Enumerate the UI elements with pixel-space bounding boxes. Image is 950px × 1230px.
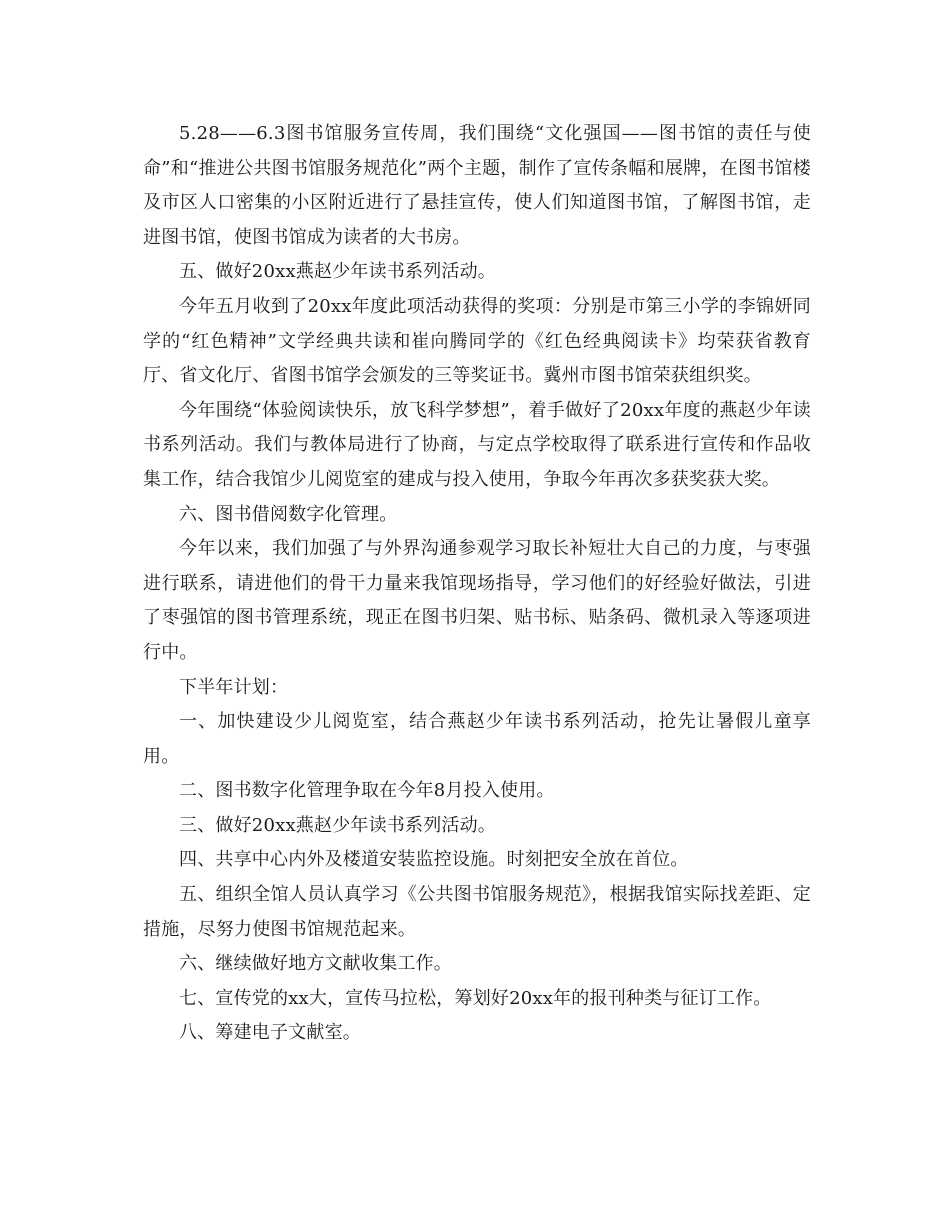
plan-item-6: 六、继续做好地方文献收集工作。 xyxy=(179,953,452,975)
plan-item-4: 四、共享中心内外及楼道安装监控设施。时刻把安全放在首位。 xyxy=(179,849,689,871)
plan-item-3: 三、做好20xx燕赵少年读书系列活动。 xyxy=(179,814,497,836)
paragraph-reading-activity: 今年围绕“体验阅读快乐，放飞科学梦想”，着手做好了20xx年度的燕赵少年读书系列活动。我们与教体局进行了协商，与定点学校取得了联系进行宣传和作品收集工作，结合我馆少儿阅览室的建成与投入使用，争取今年再次多获奖获大奖。 xyxy=(143,399,811,490)
paragraph-digital-management: 今年以来，我们加强了与外界沟通参观学习取长补短壮大自己的力度，与枣强进行联系，请进他们的骨干力量来我馆现场指导，学习他们的好经验好做法，引进了枣强馆的图书管理系统，现正在图书归架、贴书标、贴条码、微机录入等逐项进行中。 xyxy=(143,538,811,663)
plan-item-8: 八、筹建电子文献室。 xyxy=(179,1022,361,1044)
plan-item-5: 五、组织全馆人员认真学习《公共图书馆服务规范》，根据我馆实际找差距、定措施，尽努力使图书馆规范起来。 xyxy=(143,884,811,940)
heading-second-half-plan: 下半年计划： xyxy=(179,676,289,698)
heading-section-5: 五、做好20xx燕赵少年读书系列活动。 xyxy=(179,261,497,283)
plan-item-7: 七、宣传党的xx大，宣传马拉松，筹划好20xx年的报刊种类与征订工作。 xyxy=(179,987,772,1009)
document-body xyxy=(143,117,811,1051)
plan-item-1: 一、加快建设少儿阅览室，结合燕赵少年读书系列活动，抢先让暑假儿童享用。 xyxy=(143,711,811,767)
paragraph-propaganda-week: 5.28——6.3图书馆服务宣传周，我们围绕“文化强国——图书馆的责任与使命”和“推进公共图书馆服务规范化”两个主题，制作了宣传条幅和展牌，在图书馆楼及市区人口密集的小区附近进行了悬挂宣传，使人们知道图书馆，了解图书馆，走进图书馆，使图书馆成为读者的大书房。 xyxy=(143,123,811,248)
paragraph-awards: 今年五月收到了20xx年度此项活动获得的奖项：分别是市第三小学的李锦妍同学的“红色精神”文学经典共读和崔向腾同学的《红色经典阅读卡》均荣获省教育厅、省文化厅、省图书馆学会颁发的三等奖证书。冀州市图书馆荣获组织奖。 xyxy=(143,295,811,387)
heading-section-6: 六、图书借阅数字化管理。 xyxy=(179,503,398,525)
plan-item-2: 二、图书数字化管理争取在今年8月投入使用。 xyxy=(179,780,555,802)
